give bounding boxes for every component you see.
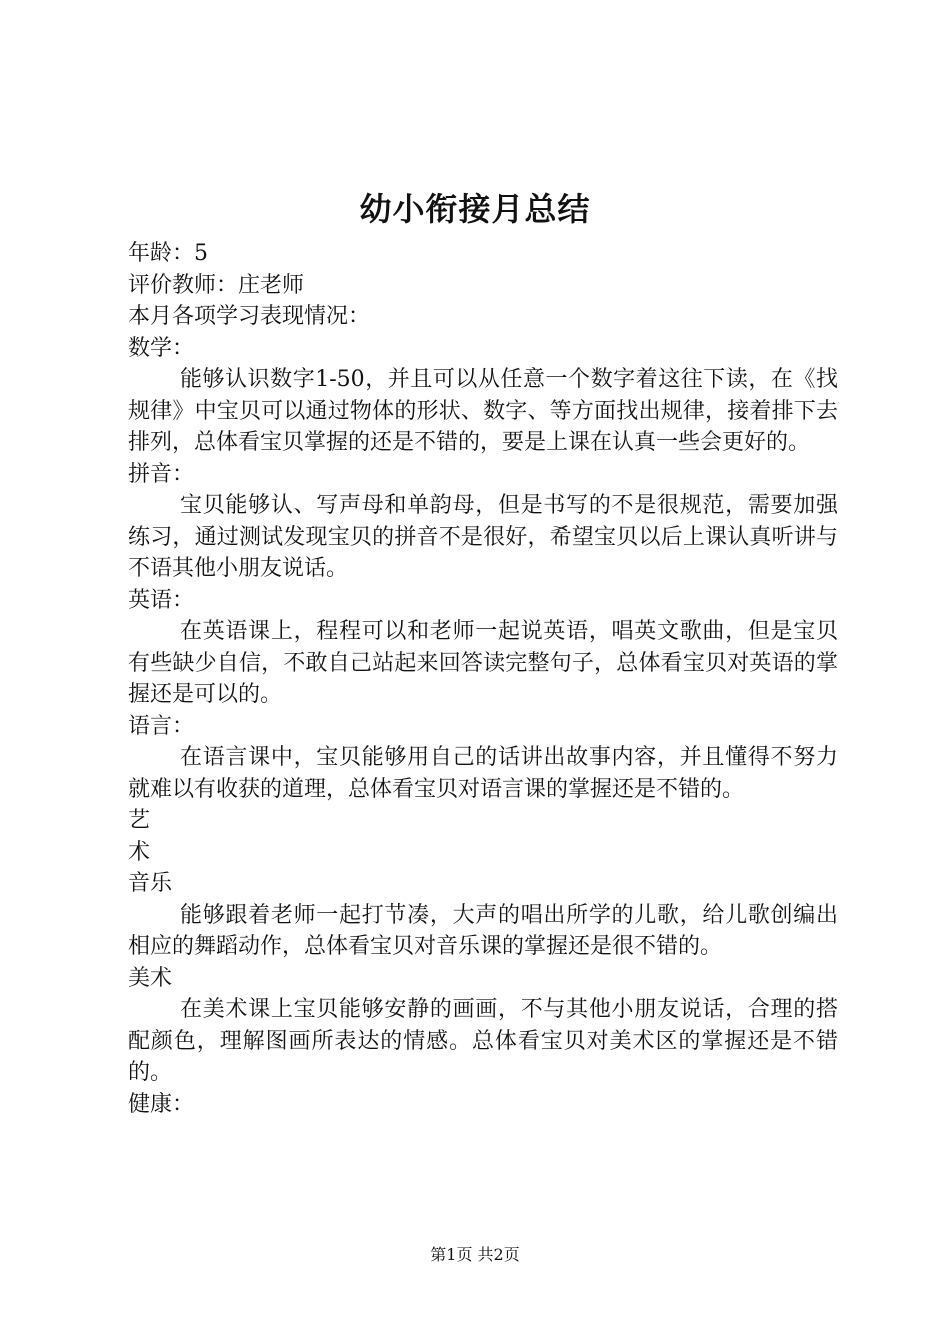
page-footer: 第1页 共2页 <box>430 1245 520 1264</box>
health-label: 健康： <box>128 1091 195 1117</box>
age-line: 年龄：5 <box>128 241 208 266</box>
document-body <box>128 238 838 1120</box>
english-paragraph: 在英语课上，程程可以和老师一起说英语，唱英文歌曲，但是宝贝有些缺少自信，不敢自己站起来回答读完整句子，总体看宝贝对英语的掌握还是可以的。 <box>128 619 838 707</box>
art-label-line-2: 术 <box>128 839 151 865</box>
pinyin-label: 拼音： <box>128 461 195 487</box>
intro-line: 本月各项学习表现情况： <box>128 304 371 329</box>
music-label: 音乐 <box>128 871 173 896</box>
art-label-line-1: 艺 <box>128 808 151 833</box>
math-paragraph: 能够认识数字1-50，并且可以从任意一个数字着这往下读，在《找规律》中宝贝可以通过物体的形状、数字、等方面找出规律，接着排下去排列，总体看宝贝掌握的还是不错的，要是上课在认真一些会更好的。 <box>128 367 838 455</box>
language-paragraph: 在语言课中，宝贝能够用自己的话讲出故事内容，并且懂得不努力就难以有收获的道理，总体看宝贝对语言课的掌握还是不错的。 <box>128 745 838 802</box>
fineart-paragraph: 在美术课上宝贝能够安静的画画，不与其他小朋友说话，合理的搭配颜色，理解图画所表达的情感。总体看宝贝对美术区的掌握还是不错的。 <box>128 997 838 1085</box>
language-label: 语言： <box>128 713 195 739</box>
teacher-line: 评价教师：庄老师 <box>128 272 305 298</box>
english-label: 英语： <box>128 587 195 613</box>
math-label: 数学： <box>128 335 195 361</box>
document-title: 幼小衔接月总结 <box>359 190 591 228</box>
pinyin-paragraph: 宝贝能够认、写声母和单韵母，但是书写的不是很规范，需要加强练习，通过测试发现宝贝的拼音不是很好，希望宝贝以后上课认真听讲与不语其他小朋友说话。 <box>128 493 838 581</box>
fineart-label: 美术 <box>128 965 173 991</box>
music-paragraph: 能够跟着老师一起打节凑，大声的唱出所学的儿歌，给儿歌创编出相应的舞蹈动作，总体看宝贝对音乐课的掌握还是很不错的。 <box>128 902 838 959</box>
